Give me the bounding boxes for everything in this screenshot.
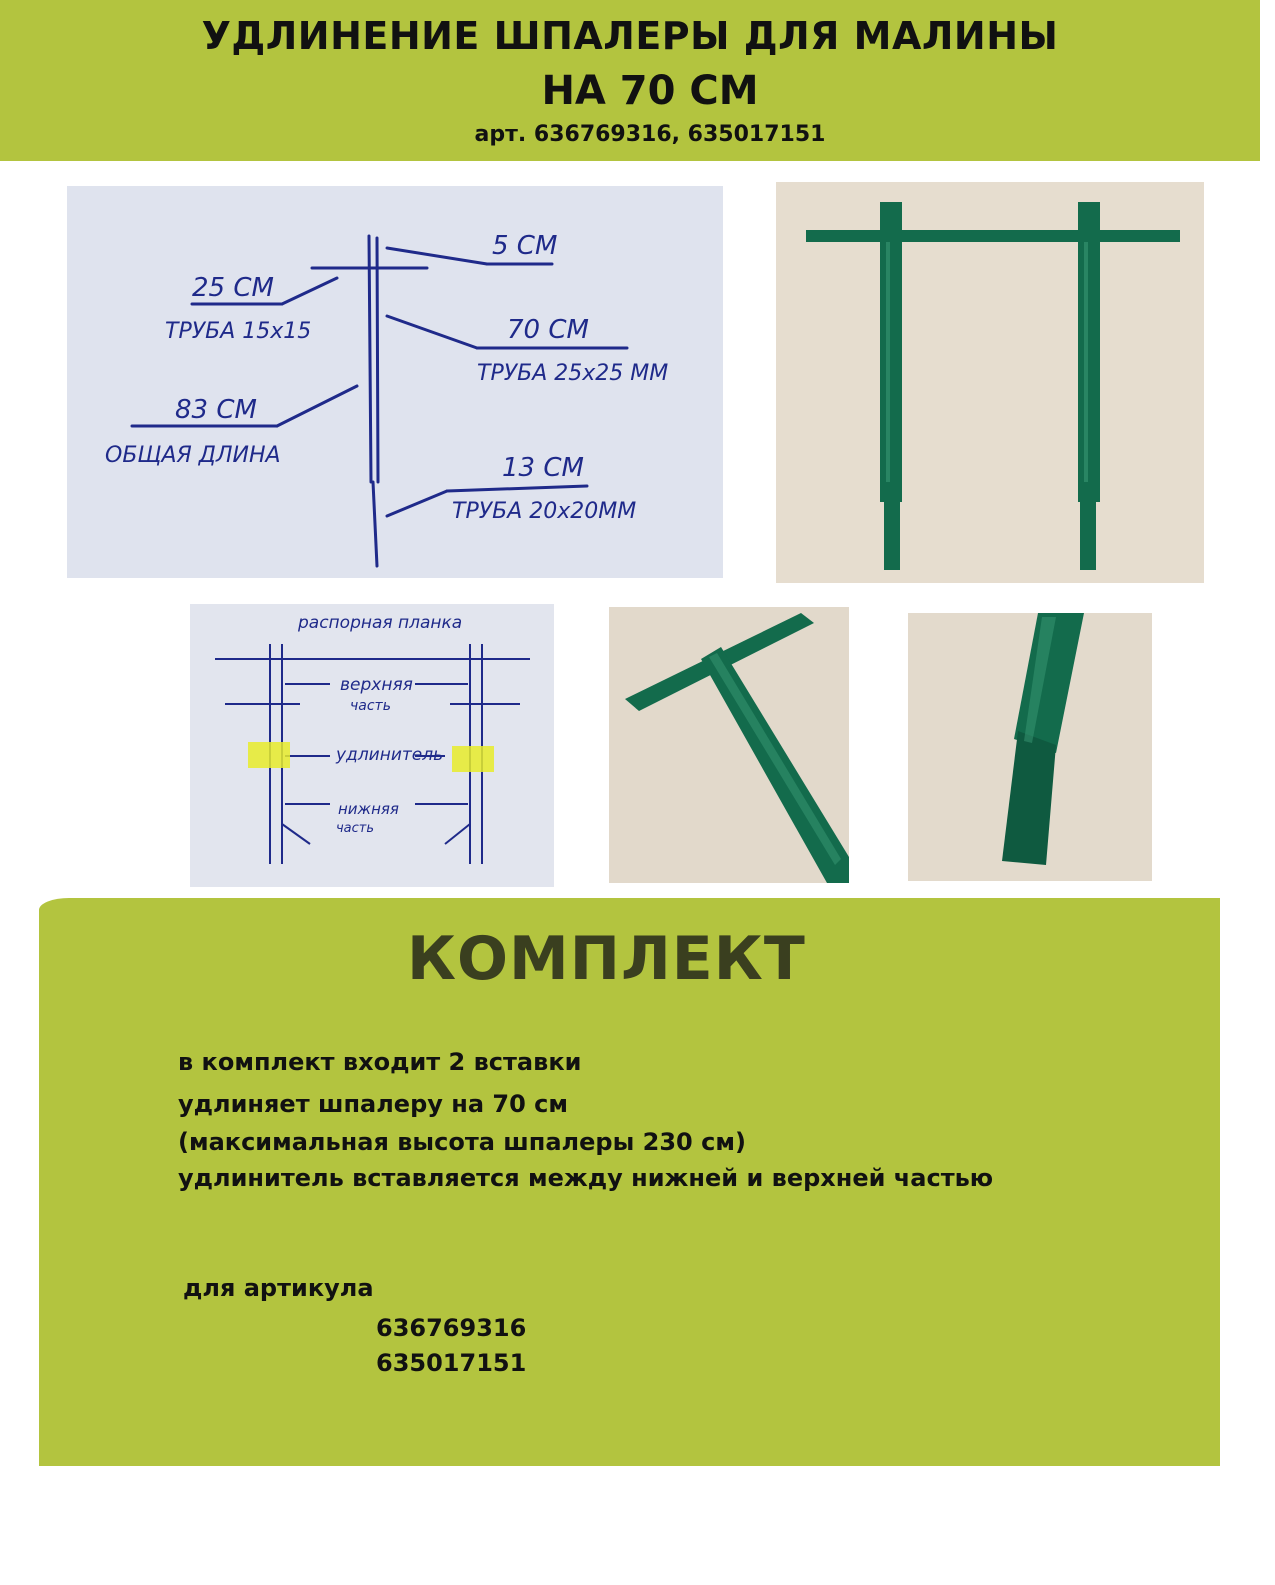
assembly-sketch-photo — [190, 604, 554, 887]
article-1: 636769316 — [376, 1314, 527, 1342]
extenders-pair-drawing — [776, 182, 1204, 583]
extender-closeup-photo — [609, 607, 849, 883]
label-25cm: 25 СМ — [192, 273, 274, 303]
label-lower-2: часть — [336, 821, 375, 836]
header-banner — [0, 0, 1260, 161]
label-5cm: 5 СМ — [492, 231, 558, 261]
kit-line-2: удлиняет шпалеру на 70 см — [178, 1090, 568, 1118]
label-70cm: 70 СМ — [507, 315, 589, 345]
tube-joint-photo — [908, 613, 1152, 881]
label-upper-1: верхняя — [340, 675, 413, 695]
label-83cm: 83 СМ — [175, 395, 257, 425]
label-total-length: ОБЩАЯ ДЛИНА — [105, 443, 281, 468]
label-13cm: 13 СМ — [502, 453, 584, 483]
label-tube-25: ТРУБА 25х25 ММ — [477, 361, 669, 386]
kit-heading: КОМПЛЕКТ — [407, 924, 806, 994]
label-tube-20: ТРУБА 20х20ММ — [452, 499, 637, 524]
label-upper-2: часть — [350, 698, 391, 714]
assembly-sketch-drawing — [190, 604, 554, 887]
title-line-2: НА 70 СМ — [541, 68, 759, 114]
extender-closeup-drawing — [609, 607, 849, 883]
label-lower-1: нижняя — [338, 800, 399, 818]
extenders-pair-photo — [776, 182, 1204, 583]
tube-joint-drawing — [908, 613, 1152, 881]
title-line-1: УДЛИНЕНИЕ ШПАЛЕРЫ ДЛЯ МАЛИНЫ — [201, 14, 1059, 58]
dimension-sketch-drawing — [67, 186, 723, 578]
kit-panel — [39, 898, 1220, 1466]
label-strut: распорная планка — [298, 613, 463, 633]
dimension-sketch-photo — [67, 186, 723, 578]
kit-line-3: (максимальная высота шпалеры 230 см) — [178, 1128, 746, 1156]
for-article-label: для артикула — [183, 1274, 374, 1302]
kit-line-4: удлинитель вставляется между нижней и верхней частью — [178, 1164, 994, 1192]
label-extender: удлинитель — [336, 745, 444, 765]
kit-line-1: в комплект входит 2 вставки — [178, 1048, 582, 1076]
article-2: 635017151 — [376, 1349, 527, 1377]
label-tube-15: ТРУБА 15х15 — [165, 319, 312, 344]
article-numbers: арт. 636769316, 635017151 — [474, 122, 826, 147]
